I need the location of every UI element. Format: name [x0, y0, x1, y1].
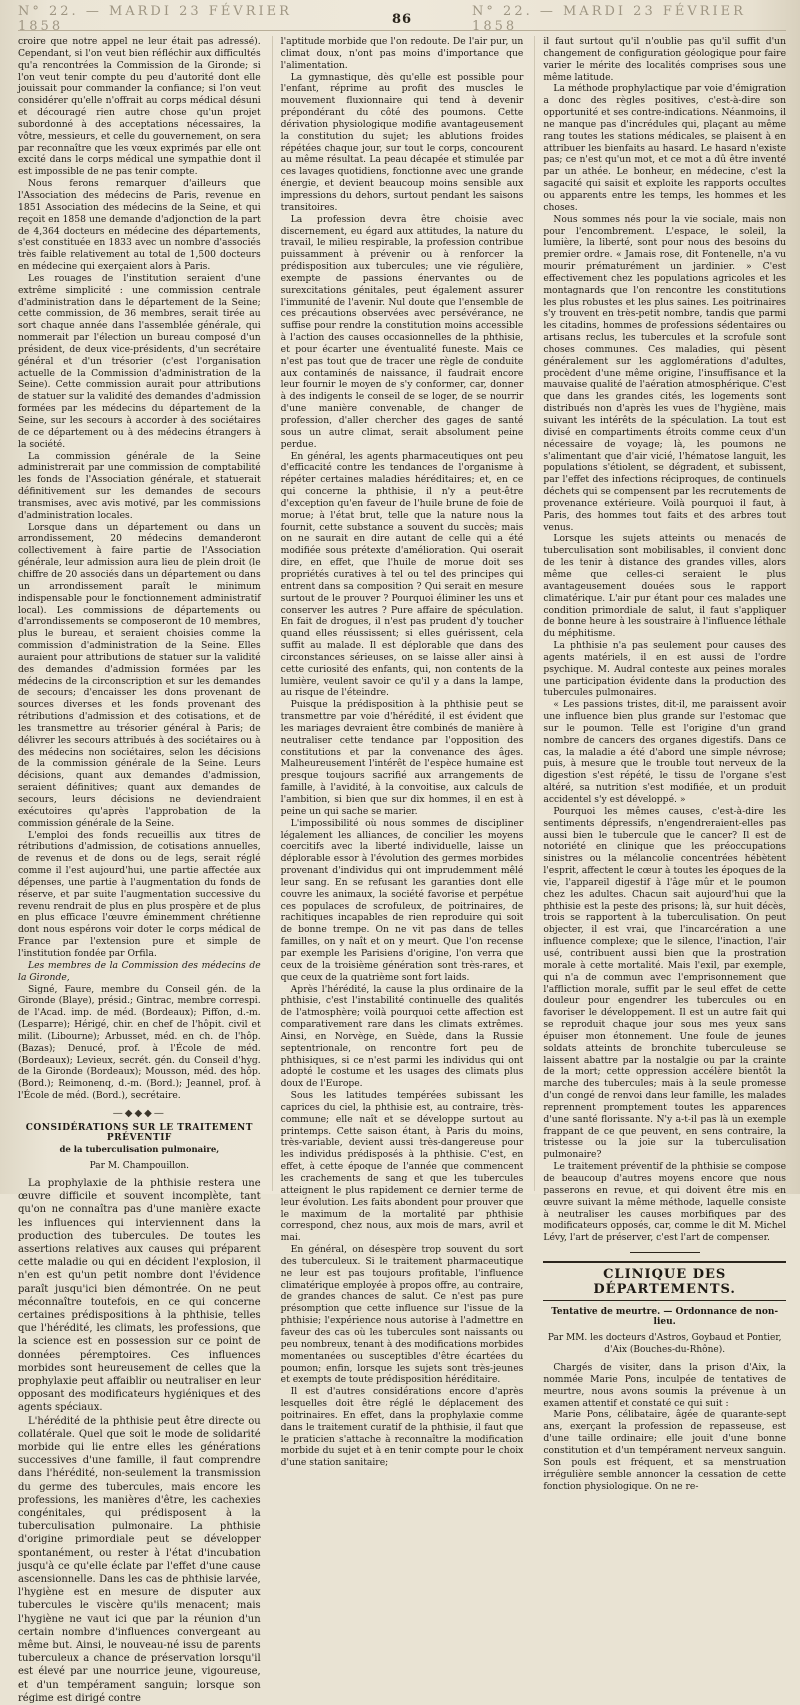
- page-header: [18, 4, 786, 34]
- header-left: N° 22. — MARDI 23 FÉVRIER 1858: [18, 4, 292, 34]
- paragraph: La commission générale de la Seine administrerait par une commission de comptabilité les fonds de l'Association générale, et statuerait définitivement sur les demandes de secours transmises, avec avis motivé, par les commissions d'administration locales.: [18, 450, 261, 521]
- paragraph: Chargés de visiter, dans la prison d'Aix, la nommée Marie Pons, inculpée de tentatives de meurtre, nous avons soumis la prévenue à un examen attentif et constaté ce qui suit :: [543, 1362, 787, 1409]
- column-2: [272, 36, 524, 1469]
- paragraph: Pourquoi les mêmes causes, c'est-à-dire les sentiments dépressifs, n'engendreraient-elles pas aussi bien le tubercule que le cancer? Il est de notoriété en clinique que les préoccupations sinistres ou la mélancolie concentrées hébètent l'esprit, affectent le cœur à toutes les époques de la vie, l'appareil digestif à l'âge mûr et le poumon chez les adultes. Chacun sait aujourd'hui que la phthisie est la peste des prisons; là, sur huit décès, trois se rapportent à la tuberculisation. On peut objecter, il est vrai, que l'incarcération a une influence complexe; que le silence, l'inaction, l'air usé, contribuent aussi bien que la prostration morale à cette mortalité. Mais l'exil, par exemple, qui n'a de commun avec l'emprisonnement que l'affliction morale, suffit par le seul effet de cette douleur pour engendrer les tubercules ou en favoriser le développement. Il est un autre fait qui se reproduit chaque jour sous mes yeux sans épuiser mon étonnement. Une foule de jeunes soldats atteints de bronchite tuberculeuse se laissent abattre par la nostalgie ou par la crainte de la mort; cette oppression accélère bientôt la marche des tubercules; mais à la seule promesse d'un congé de renvoi dans leur famille, les malades reprennent promptement toutes les apparences d'une santé florissante. N'y a-t-il pas là un exemple frappant de ce que peuvent, en sens contraire, la tristesse ou la joie sur la tuberculisation pulmonaire?: [543, 805, 787, 1161]
- members-list: Signé, Faure, membre du Conseil gén. de la Gironde (Blaye), présid.; Gintrac, membre correspi. de l'Acad. imp. de méd. (Bordeaux); Piffon, d.-m. (Lesparre); Hérigé, chir. en chef de l'hôpit. civil et milit. (Libourne); Arbusset, méd. en ch. de l'hôp. (Bazas); Denucé, prof. à l'École de méd. (Bordeaux); Levieux, secrét. gén. du Conseil d'hyg. de la Gironde (Bordeaux); Mousson, méd. des hôp. (Bord.); Reimonenq, d.-m. (Bord.); Jeannel, prof. à l'École de méd. (Bord.), secrétaire.: [18, 983, 261, 1102]
- page-number: 86: [391, 11, 413, 27]
- paragraph: En général, on désespère trop souvent du sort des tuberculeux. Si le traitement pharmaceutique ne leur est pas toujours profitable, l'influence climatérique employée à propos offre, au contraire, de grandes chances de salut. Ce n'est pas pure présomption que cette influence sur l'issue de la phthisie; l'expérience nous autorise à l'admettre en faveur des cas où les tubercules sont naissants ou peu nombreux, tenant à des modifications morbides momentanées ou susceptibles d'être écartées du poumon; enfin, lorsque les sujets sont très-jeunes et exempts de toute prédisposition héréditaire.: [280, 1244, 524, 1386]
- paragraph: l'aptitude morbide que l'on redoute. De l'air pur, un climat doux, n'ont pas moins d'importance que l'alimentation.: [280, 36, 524, 71]
- paragraph: L'emploi des fonds recueillis aux titres de rétributions d'admission, de cotisations annuelles, de revenus et de dons ou de legs, serait réglé comme il l'est aujourd'hui, une partie affectée aux dépenses, une partie à l'augmentation du fonds de réserve, et par suite l'augmentation successive du revenu rendrait de plus en plus prospère et de plus en plus efficace l'œuvre éminemment chrétienne dont nous espérons voir doter le corps médical de France par l'extension pure et simple de l'institution fondée par Orfila.: [18, 829, 261, 959]
- article-title: CONSIDÉRATIONS SUR LE TRAITEMENT PRÉVENTIF: [25, 1122, 253, 1143]
- paragraph: Sous les latitudes tempérées subissant les caprices du ciel, la phthisie est, au contraire, très-commune; elle naît et se développe surtout au printemps. Cette saison étant, à Paris du moins, très-variable, devient aussi très-dangereuse pour les individus prédisposés à la phthisie. C'est, en effet, à cette époque de l'année que commencent les crachements de sang et que les tubercules atteignent le plus rapidement ce dernier terme de leur évolution. Les faits abondent pour prouver que le maximum de la mortalité par phthisie correspond, chez nous, aux mois de mars, avril et mai.: [280, 1090, 524, 1244]
- paragraph: La profession devra être choisie avec discernement, eu égard aux attitudes, la nature du travail, le milieu respirable, la profession contribue puissamment à prévenir ou à renforcer la prédisposition aux tubercules; une vie régulière, exempte de passions énervantes ou de surexcitations génitales, peut également assurer l'immunité de l'avenir. Nul doute que l'ensemble de ces précautions observées avec persévérance, ne suffise pour rendre la constitution moins accessible à l'action des causes occasionnelles de la phthisie, et pour écarter une éventualité funeste. Mais ce n'est pas tout que de tracer une règle de conduite aux contaminés de naissance, il faudrait encore leur fournir le moyen de s'y conformer, car, donner à des indigents le conseil de se loger, de se nourrir d'une manière convenable, de changer de profession, d'aller chercher des gages de santé sous un autre climat, serait absolument peine perdue.: [280, 213, 524, 450]
- paragraph: L'impossibilité où nous sommes de discipliner légalement les alliances, de concilier les moyens coercitifs avec la liberté individuelle, laisse un déplorable essor à l'évolution des germes morbides provenant d'individus qui ont imprudemment mêlé leur sang. En se refusant les garanties dont elle couvre les animaux, la société favorise et perpétue ces populaces de scrofuleux, de poitrinaires, de rachitiques incapables de rien reproduire qui soit de bonne trempe. On ne vit pas dans de telles familles, on y naît et on y meurt. Que l'on recense par exemple les Parisiens d'origine, l'on verra que ceux de la troisième génération sont très-rares, et que ceux de la quatrième sont fort laids.: [280, 817, 524, 983]
- paragraph: L'hérédité de la phthisie peut être directe ou collatérale. Quel que soit le mode de solidarité morbide qui lie entre elles les générations successives d'une famille, il faut comprendre dans l'hérédité, non-seulement la transmission du germe des tubercules, mais encore les professions, les manières d'être, les cachexies congénitales, qui prédisposent à la tuberculisation pulmonaire. La phthisie d'origine primordiale peut se développer spontanément, ou rester à l'état d'incubation jusqu'à ce qu'elle éclate par l'effet d'une cause ascensionnelle. Dans les cas de phthisie larvée, l'hygiène est en mesure de disputer aux tubercules le viscère qu'ils menacent; mais l'hygiène ne vaut ici que par la réunion d'un certain nombre d'influences convergeant au même but. Ainsi, le nouveau-né issu de parents tuberculeux a chance de préservation lorsqu'il est élevé par une nourrice jeune, vigoureuse, et d'un tempérament sanguin; lorsque son régime est dirigé contre: [18, 1415, 261, 1704]
- paragraph: La méthode prophylactique par voie d'émigration a donc des règles positives, c'est-à-dire son opportunité et ses contre-indications. Néanmoins, il ne manque pas d'incrédules qui, plaçant au même rang toutes les stations médicales, se plaisent à en attribuer les bienfaits au hasard. Le hasard n'existe pas; ce n'est qu'un mot, et ce mot a dû être inventé par un athée. Le bonheur, en médecine, c'est la sagacité qui saisit et exploite les rapports occultes ou apparents entre les temps, les hommes et les choses.: [543, 83, 787, 213]
- case-title: Tentative de meurtre. — Ordonnance de non-lieu.: [551, 1307, 779, 1328]
- column-1: [18, 36, 261, 1704]
- paragraph: Lorsque les sujets atteints ou menacés de tuberculisation sont mobilisables, il convient donc de les tenir à distance des grandes villes, alors même que celles-ci seraient le plus avantageusement douées sous le rapport climatérique. L'air pur étant pour ces malades une condition primordiale de salut, il faut s'appliquer de bonne heure à les soustraire à l'influence léthale du méphitisme.: [543, 533, 787, 640]
- paragraph: Nous sommes nés pour la vie sociale, mais non pour l'encombrement. L'espace, le soleil, la lumière, la liberté, sont pour nous des besoins du premier ordre. « Jamais rose, dit Fontenelle, n'a vu mourir prématurément un jardinier. » C'est effectivement chez les populations agricoles et les montagnards que l'on rencontre les constitutions les plus robustes et les plus saines. Les poitrinaires s'y trouvent en très-petit nombre, tandis que parmi les citadins, hommes de professions sédentaires ou artisans reclus, les tubercules et la scrofule sont choses communes. Ces maladies, qui pèsent généralement sur les agglomérations d'adultes, procèdent d'une même origine, l'insuffisance et la mauvaise qualité de l'aération atmosphérique. C'est que dans les grandes cités, les logements sont distribués non d'après les vues de l'hygiène, mais suivant les intérêts de la spéculation. La tout est divisé en compartiments étroits comme ceux d'un nécessaire de voyage; là, les poumons ne s'alimentant que d'air vicié, l'hématose languit, les populations s'étiolent, se dégradent, et subissent, par l'effet des infections réciproques, de continuels déchets qui se compensent par les recrutements de provenance extérieure. Voilà pourquoi il faut, à Paris, des hommes tout faits et des arbres tout venus.: [543, 213, 787, 533]
- members-intro: Les membres de la Commission des médecins de la Gironde,: [18, 959, 261, 983]
- paragraph: La prophylaxie de la phthisie restera une œuvre difficile et souvent incomplète, tant qu'on ne connaîtra pas d'une manière exacte les influences qui interviennent dans la production des tubercules. De toutes les assertions relatives aux causes qui préparent cette maladie ou qui en décident l'explosion, il n'en est qu'un petit nombre dont l'évidence paraît jusqu'ici bien démontrée. On ne peut méconnaître toutefois, en ce qui concerne certaines prédispositions à la phthisie, telles que l'hérédité, les climats, les professions, que la science est en possession sur ce point de données péremptoires. Ces influences morbides sont heureusement de celles que la prophylaxie peut affaiblir ou neutraliser en leur opposant des modificateurs hygiéniques et des agents spéciaux.: [18, 1177, 261, 1414]
- paragraph: Les rouages de l'institution seraient d'une extrême simplicité : une commission centrale d'administration dans le département de la Seine; cette commission, de 36 membres, serait tirée au sort chaque année dans l'assemblée générale, qui nommerait par l'élection un bureau composé d'un président, de deux vice-présidents, d'un secrétaire général et d'un trésorier (c'est l'organisation actuelle de la Commission d'administration de la Seine). Cette commission aurait pour attributions de statuer sur la validité des demandes d'admission formées par les médecins du département de la Seine, sur les secours à accorder à des sociétaires de ce département ou à des médecins étrangers à la société.: [18, 272, 261, 450]
- paragraph: Lorsque dans un département ou dans un arrondissement, 20 médecins demanderont collectivement à faire partie de l'Association générale, leur admission aura lieu de plein droit (le chiffre de 20 associés dans un département ou dans un arrondissement paraît le minimum indispensable pour le fonctionnement administratif local). Les commissions de départements ou d'arrondissements se composeront de 10 membres, plus le bureau, et seraient choisies comme la commission d'administration de la Seine. Elles auraient pour attributions de statuer sur la validité des demandes d'admission formées par les médecins de la circonscription et sur les demandes de secours; d'encaisser les dons provenant de sources diverses et les fonds provenant des rétributions d'admission et des cotisations, et de les transmettre au trésorier général à Paris; de délivrer les secours attribués à des sociétaires ou à des médecins non sociétaires, selon les décisions de la commission générale de la Seine. Leurs décisions, quant aux demandes d'admission, seraient définitives; quant aux demandes de secours, leurs décisions ne deviendraient exécutoires qu'après l'approbation de la commission générale de la Seine.: [18, 521, 261, 829]
- paragraph: Il est d'autres considérations encore d'après lesquelles doit être réglé le déplacement des poitrinaires. En effet, dans la prophylaxie comme dans le traitement curatif de la phthisie, il faut que le praticien s'attache à reconnaître la modification morbide du sujet et à en tenir compte pour le choix d'une station sanitaire;: [280, 1386, 524, 1469]
- header-right: N° 22. — MARDI 23 FÉVRIER 1858: [472, 4, 746, 34]
- section-rule: [630, 1252, 700, 1253]
- article-byline: Par M. Champouillon.: [89, 1160, 190, 1171]
- paragraph: La gymnastique, dès qu'elle est possible pour l'enfant, réprime au profit des muscles le mouvement fluxionnaire qui tend à devenir prépondérant du côté des poumons. Cette dérivation physiologique modifie avantageusement la constitution du sujet; les ablutions froides répétées chaque jour, sur tout le corps, concourent au même résultat. La peau décapée et stimulée par ces lavages quotidiens, fonctionne avec une grande énergie, et devient beaucoup moins sensible aux impressions du dehors, surtout pendant les saisons transitoires.: [280, 71, 524, 213]
- paragraph: La phthisie n'a pas seulement pour causes des agents matériels, il en est aussi de l'ordre psychique. M. Audral conteste aux peines morales une participation évidente dans la production des tubercules pulmonaires.: [543, 640, 787, 699]
- column-3: [534, 36, 787, 1492]
- paragraph: « Les passions tristes, dit-il, me paraissent avoir une influence bien plus grande sur l'estomac que sur le poumon. Telle est l'origine d'un grand nombre de cancers des organes digestifs. Dans ce cas, la maladie a été d'abord une simple névrose; puis, à mesure que le trouble tout nerveux de la digestion s'est répété, le tissu de l'organe s'est altéré, sa nutrition s'est modifiée, et un produit accidentel s'y est développé. »: [543, 699, 787, 805]
- section-title: CLINIQUE DES DÉPARTEMENTS.: [543, 1261, 786, 1301]
- ornament-divider: —◆◆◆—: [112, 1107, 166, 1119]
- case-authors: Par MM. les docteurs d'Astros, Goybaud et Pontier, d'Aix (Bouches-du-Rhône).: [547, 1333, 782, 1356]
- columns: [18, 36, 787, 1704]
- paragraph: croire que notre appel ne leur était pas adressé). Cependant, si l'on veut bien réfléchir aux difficultés qu'a rencontrées la Commission de la Gironde; si l'on veut tenir compte du peu d'autorité dont elle jouissait pour commander la confiance; si l'on veut considérer qu'elle n'offrait au corps médical désuni et découragé rien autre chose qu'un projet subordonné à des acceptations nécessaires, la vôtre, messieurs, et celle du gouvernement, on sera par reconnaître que les vœux exprimés par elle ont excité dans le corps médical une sympathie dont il est impossible de ne pas tenir compte.: [18, 36, 261, 178]
- paragraph: Puisque la prédisposition à la phthisie peut se transmettre par voie d'hérédité, il est évident que les mariages devraient être combinés de manière à neutraliser cette tendance par l'opposition des constitutions et par la convenance des âges. Malheureusement l'intérêt de l'espèce humaine est presque toujours sacrifié aux arrangements de famille, à l'avidité, à la convoitise, aux calculs de l'ambition, si bien que sur dix hommes, il en est à peine un qui sache se marier.: [280, 699, 524, 817]
- paragraph: Après l'hérédité, la cause la plus ordinaire de la phthisie, c'est l'instabilité continuelle des qualités de l'atmosphère; voilà pourquoi cette affection est comparativement rare dans les climats extrêmes. Ainsi, en Norvège, en Suède, dans la Russie septentrionale, on rencontre fort peu de phthisiques, si ce n'est parmi les individus qui ont adopté le costume et les usages des climats plus doux de l'Europe.: [280, 983, 524, 1090]
- article-subtitle: de la tuberculisation pulmonaire,: [59, 1144, 220, 1155]
- paragraph: Le traitement préventif de la phthisie se compose de beaucoup d'autres moyens encore que nous passerons en revue, et qui doivent être mis en œuvre suivant la même méthode, laquelle consiste à neutraliser les causes morbifiques par des modificateurs opposés, car, comme le dit M. Michel Lévy, l'art de préserver, c'est l'art de compenser.: [543, 1161, 787, 1244]
- paragraph: En général, les agents pharmaceutiques ont peu d'efficacité contre les tendances de l'organisme à répéter certaines maladies héréditaires; et, en ce qui concerne la phthisie, il n'y a peut-être d'exception qu'en faveur de l'huile brune de foie de morue; à l'état brut, telle que la nature nous la fournit, cette substance a souvent du succès; mais on ne saurait en dire autant de celle qui a été modifiée sous prétexte d'amélioration. Qui oserait dire, en effet, que l'huile de morue doit ses propriétés curatives à tel ou tel des principes qui entrent dans sa composition ? Qui serait en mesure surtout de le prouver ? Pourquoi éliminer les uns et conserver les autres ? Pure affaire de spéculation. En fait de drogues, il n'est pas prudent d'y toucher quand elles réussissent; si elles guérissent, cela suffit au malade. Il est déplorable que dans des circonstances sérieuses, on se laisse aller ainsi à cette curiosité des enfants, qui, non contents de la lumière, veulent savoir ce qu'il y a dans la lampe, au risque de l'éteindre.: [280, 450, 524, 699]
- paragraph: Marie Pons, célibataire, âgée de quarante-sept ans, exerçant la profession de repasseuse, est d'une taille ordinaire; elle jouit d'une bonne constitution et d'un tempérament nerveux sanguin. Son pouls est fréquent, et sa menstruation irrégulière semble annoncer la cessation de cette fonction physiologique. On ne re-: [543, 1409, 787, 1492]
- paragraph: Nous ferons remarquer d'ailleurs que l'Association des médecins de Paris, revenue en 1851 Association des médecins de la Seine, et qui reçoit en 1858 une demande d'adjonction de la part de 4,364 docteurs en médecine des départements, s'est constituée en 1833 avec un nombre d'associés très faible relativement au total de 1,500 docteurs en médecine qui exerçaient alors à Paris.: [18, 178, 261, 273]
- paragraph: il faut surtout qu'il n'oublie pas qu'il suffit d'un changement de configuration géologique pour faire varier le mérite des localités comprises sous une même latitude.: [543, 36, 787, 83]
